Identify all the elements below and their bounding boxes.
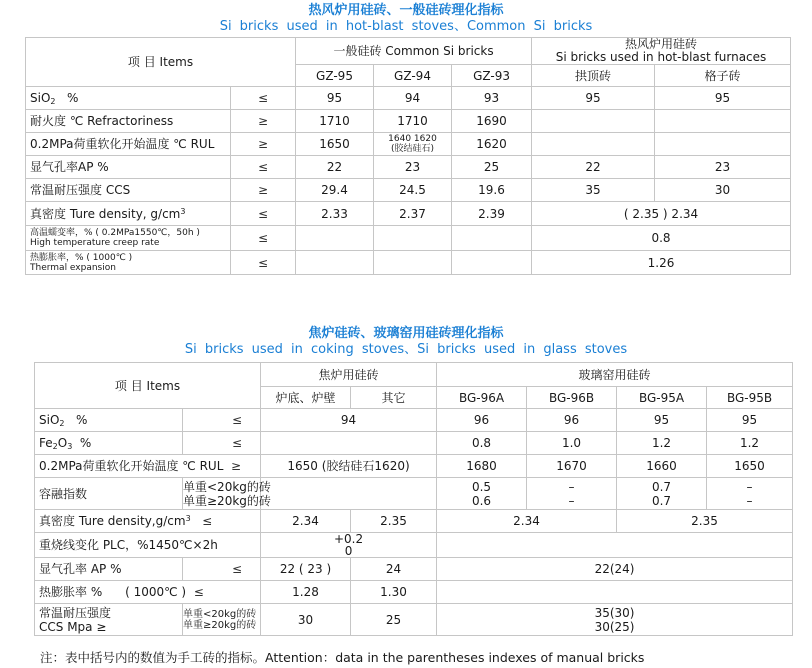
row-label: 容融指数 bbox=[35, 478, 183, 510]
cell bbox=[452, 226, 532, 251]
cell: 25 bbox=[452, 156, 532, 179]
cell: 1650 (胶结硅石1620) bbox=[261, 455, 437, 478]
cell bbox=[374, 251, 452, 275]
cell: 95 bbox=[532, 87, 655, 110]
common-si-bricks-header: 一般硅砖 Common Si bricks bbox=[296, 38, 532, 65]
cell: 94 bbox=[261, 409, 437, 432]
operator: ≤ bbox=[183, 558, 261, 581]
cell: 1.0 bbox=[527, 432, 617, 455]
operator: ≤ bbox=[231, 87, 296, 110]
cell: 30 bbox=[655, 179, 791, 202]
table-row bbox=[26, 87, 791, 110]
cell: 1670 bbox=[527, 455, 617, 478]
cell: 23 bbox=[655, 156, 791, 179]
cell: 22 bbox=[296, 156, 374, 179]
glass-furnace-header: 玻璃窑用硅砖 bbox=[437, 363, 793, 387]
cell: 2.37 bbox=[374, 202, 452, 226]
operator: ≥ bbox=[231, 179, 296, 202]
cell: 93 bbox=[452, 87, 532, 110]
cell: 22 bbox=[532, 156, 655, 179]
cell: 2.35 bbox=[351, 510, 437, 533]
table-row bbox=[35, 558, 793, 581]
row-label: 真密度 Ture $density,g/cm^3$ ≤ bbox=[35, 510, 261, 533]
row-label: 热膨胀率，% ( 1000℃ ) Thermal expansion bbox=[26, 251, 231, 275]
col-bg96a: BG-96A bbox=[437, 387, 527, 409]
row-label: 常温耐压强度 CCS bbox=[26, 179, 231, 202]
col-checker-brick: 格子砖 bbox=[655, 65, 791, 87]
row-label: 重烧线变化 PLC，%1450℃×2h bbox=[35, 533, 261, 558]
table-row bbox=[35, 432, 793, 455]
col-dome-brick: 拱顶砖 bbox=[532, 65, 655, 87]
cell: 1640 1620 (胶结硅石) bbox=[374, 133, 452, 156]
cell bbox=[655, 110, 791, 133]
cell: 95 bbox=[707, 409, 793, 432]
row-label: $Fe_2O_3$ % bbox=[35, 432, 183, 455]
operator: ≤ bbox=[231, 251, 296, 275]
cell: 0.8 bbox=[437, 432, 527, 455]
cell: 1680 bbox=[437, 455, 527, 478]
coke-oven-header: 焦炉用硅砖 bbox=[261, 363, 437, 387]
cell: 2.33 bbox=[296, 202, 374, 226]
col-other: 其它 bbox=[351, 387, 437, 409]
cell: 1.2 bbox=[617, 432, 707, 455]
cell: 94 bbox=[374, 87, 452, 110]
col-bg95b: BG-95B bbox=[707, 387, 793, 409]
cell: 1650 bbox=[296, 133, 374, 156]
cell: 1620 bbox=[452, 133, 532, 156]
cell: 2.34 bbox=[437, 510, 617, 533]
cell: 0.8 bbox=[532, 226, 791, 251]
cell: 22 ( 23 ) bbox=[261, 558, 351, 581]
row-label: 显气孔率 AP % bbox=[35, 558, 183, 581]
cell: – – bbox=[527, 478, 617, 510]
cell: 96 bbox=[527, 409, 617, 432]
cell: 25 bbox=[351, 604, 437, 636]
cell: 1.2 bbox=[707, 432, 793, 455]
table-row bbox=[26, 202, 791, 226]
cell: 30 bbox=[261, 604, 351, 636]
row-label: 高温蠕变率，% ( 0.2MPa1550℃，50h ) High temperature creep rate bbox=[26, 226, 231, 251]
col-bg95a: BG-95A bbox=[617, 387, 707, 409]
operator: ≤ bbox=[231, 202, 296, 226]
table-row bbox=[26, 156, 791, 179]
row-label: 热膨胀率 % ( 1000℃ ) ≤ bbox=[35, 581, 261, 604]
cell: 29.4 bbox=[296, 179, 374, 202]
row-label: 显气孔率AP % bbox=[26, 156, 231, 179]
cell: 19.6 bbox=[452, 179, 532, 202]
hot-blast-common-si-bricks-table bbox=[25, 37, 791, 275]
cell: 95 bbox=[617, 409, 707, 432]
operator: ≤ bbox=[183, 409, 261, 432]
col-gz94: GZ-94 bbox=[374, 65, 452, 87]
cell: – – bbox=[707, 478, 793, 510]
table1-title-en: Si bricks used in hot-blast stoves、Common Si bricks bbox=[219, 19, 593, 34]
cell: 24.5 bbox=[374, 179, 452, 202]
cell: 1690 bbox=[452, 110, 532, 133]
cell: 1710 bbox=[296, 110, 374, 133]
operator: ≤ bbox=[231, 226, 296, 251]
cell bbox=[296, 226, 374, 251]
table-row bbox=[35, 478, 793, 510]
cell: 1650 bbox=[707, 455, 793, 478]
cell: 96 bbox=[437, 409, 527, 432]
cell bbox=[532, 133, 655, 156]
footnote: 注：表中括号内的数值为手工砖的指标。Attention：data in the parentheses indexes of manual bricks bbox=[40, 650, 645, 665]
cell: 1.28 bbox=[261, 581, 351, 604]
table-row bbox=[26, 251, 791, 275]
table-row bbox=[26, 179, 791, 202]
operator: ≤ bbox=[183, 432, 261, 455]
row-label: 耐火度 ℃ Refractoriness bbox=[26, 110, 231, 133]
table-row bbox=[35, 455, 793, 478]
cell bbox=[437, 581, 793, 604]
row-label: 0.2MPa荷重软化开始温度 ℃ RUL ≥ bbox=[35, 455, 261, 478]
table-row bbox=[26, 110, 791, 133]
cell bbox=[437, 533, 793, 558]
table-row bbox=[26, 226, 791, 251]
cell: 0.5 0.6 bbox=[437, 478, 527, 510]
cell: 35(30) 30(25) bbox=[437, 604, 793, 636]
items-header: 项 目 Items bbox=[26, 38, 296, 87]
cell: 2.35 bbox=[617, 510, 793, 533]
table-row bbox=[35, 510, 793, 533]
cell: 1660 bbox=[617, 455, 707, 478]
row-label: SiO$_2$ % bbox=[26, 87, 231, 110]
table-row bbox=[35, 533, 793, 558]
cell: 24 bbox=[351, 558, 437, 581]
cell: 22(24) bbox=[437, 558, 793, 581]
cell bbox=[374, 226, 452, 251]
table-row bbox=[35, 581, 793, 604]
items-header: 项 目 Items bbox=[35, 363, 261, 409]
cell: 2.39 bbox=[452, 202, 532, 226]
cell bbox=[452, 251, 532, 275]
table-row bbox=[35, 604, 793, 636]
cell: 1710 bbox=[374, 110, 452, 133]
cell: 95 bbox=[296, 87, 374, 110]
operator: ≥ bbox=[231, 133, 296, 156]
operator: ≤ bbox=[231, 156, 296, 179]
col-bg96b: BG-96B bbox=[527, 387, 617, 409]
cell: 1.26 bbox=[532, 251, 791, 275]
table1-title-cn: 热风炉用硅砖、一般硅砖理化指标 bbox=[308, 3, 504, 18]
cell: 2.34 bbox=[261, 510, 351, 533]
cell: +0.2 0 bbox=[261, 533, 437, 558]
cell: 95 bbox=[655, 87, 791, 110]
cell bbox=[296, 251, 374, 275]
coking-glass-si-bricks-table bbox=[34, 362, 793, 636]
table-row bbox=[35, 409, 793, 432]
row-sublabel: 单重<20kg的砖 单重≥20kg的砖 bbox=[183, 479, 271, 508]
cell bbox=[532, 110, 655, 133]
cell: 23 bbox=[374, 156, 452, 179]
operator: ≥ bbox=[231, 110, 296, 133]
cell bbox=[261, 432, 437, 455]
cell: 0.7 0.7 bbox=[617, 478, 707, 510]
row-label: SiO$_2$ % bbox=[35, 409, 183, 432]
cell: 1.30 bbox=[351, 581, 437, 604]
cell bbox=[261, 478, 437, 510]
col-bottom-wall: 炉底、炉壁 bbox=[261, 387, 351, 409]
table2-title-cn: 焦炉硅砖、玻璃窑用硅砖理化指标 bbox=[308, 326, 504, 341]
col-gz95: GZ-95 bbox=[296, 65, 374, 87]
table2-title-en: Si bricks used in coking stoves、Si bricks used in glass stoves bbox=[184, 342, 628, 357]
cell bbox=[655, 133, 791, 156]
row-label: 0.2MPa荷重软化开始温度 ℃ RUL bbox=[26, 133, 231, 156]
row-label: 常温耐压强度 CCS Mpa ≥ bbox=[35, 604, 183, 636]
row-sublabel: 单重<20kg的砖 单重≥20kg的砖 bbox=[183, 604, 261, 636]
hot-blast-header: 热风炉用硅砖 Si bricks used in hot-blast furnaces bbox=[532, 38, 791, 65]
table-row bbox=[26, 133, 791, 156]
cell: 35 bbox=[532, 179, 655, 202]
row-label: 真密度 Ture density, $g/cm^3$ bbox=[26, 202, 231, 226]
cell: ( 2.35 ) 2.34 bbox=[532, 202, 791, 226]
col-gz93: GZ-93 bbox=[452, 65, 532, 87]
